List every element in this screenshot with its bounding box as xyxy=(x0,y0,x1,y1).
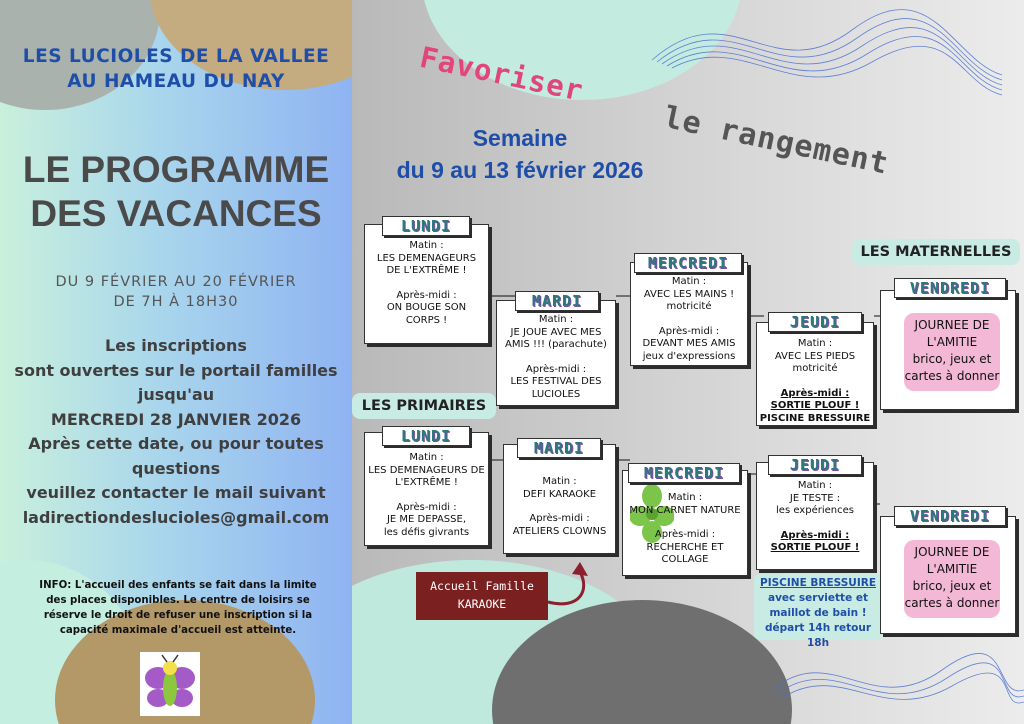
centre-name-line2: AU HAMEAU DU NAY xyxy=(67,71,285,92)
mat-vendredi-p2: L'AMITIE xyxy=(926,335,978,349)
mat-mardi-m2: AMIS !!! (parachute) xyxy=(505,339,607,350)
label-maternelles: LES MATERNELLES xyxy=(852,239,1020,265)
pri-lundi-a1: JE ME DEPASSE, xyxy=(386,514,466,525)
piscine-l2: avec serviette et xyxy=(767,592,868,604)
pri-jeudi-m1: JE TESTE : xyxy=(789,492,841,504)
mat-jeudi-a2: PISCINE BRESSUIRE xyxy=(759,412,871,424)
pri-mardi-a1: ATELIERS CLOWNS xyxy=(512,525,607,537)
mat-mercredi-a2: jeux d'expressions xyxy=(642,350,736,362)
theme-word1: Favoriser xyxy=(416,40,587,108)
pri-vendredi-p2: L'AMITIE xyxy=(926,562,978,576)
insc-line7: veuillez contacter le mail suivant xyxy=(26,483,326,502)
pri-mercredi-a-label: Après-midi : xyxy=(654,529,716,540)
mat-mardi-m1: JE JOUE AVEC MES xyxy=(510,326,602,338)
mat-mardi-a1: LES FESTIVAL DES xyxy=(510,376,602,387)
pri-mercredi-tag: MERCREDI xyxy=(628,463,740,483)
mat-vendredi-tag: VENDREDI xyxy=(894,278,1006,298)
mat-jeudi-a-label: Après-midi : xyxy=(780,387,850,399)
pri-mercredi-a1: RECHERCHE ET xyxy=(646,541,724,553)
accueil-l2: KARAOKE xyxy=(457,597,507,611)
accueil-famille-badge xyxy=(416,572,548,620)
pri-jeudi-text xyxy=(756,480,874,555)
mat-mardi-text xyxy=(496,314,616,401)
piscine-l4: départ 14h retour 18h xyxy=(764,622,872,649)
mat-mercredi-m1: AVEC LES MAINS ! xyxy=(643,288,735,300)
mat-jeudi-m1: AVEC LES PIEDS xyxy=(774,350,856,362)
mat-vendredi-p3: brico, jeux et xyxy=(912,352,992,366)
pri-jeudi-m-label: Matin : xyxy=(797,480,833,491)
pri-lundi-tag: LUNDI xyxy=(382,426,470,446)
centre-name-line1: LES LUCIOLES DE LA VALLEE xyxy=(22,46,330,67)
pri-jeudi-a-label: Après-midi : xyxy=(780,529,850,541)
mat-jeudi-m2: motricité xyxy=(792,363,838,374)
pri-mercredi-a2: COLLAGE xyxy=(661,554,709,565)
pri-jeudi-tag: JEUDI xyxy=(768,455,862,475)
piscine-note xyxy=(754,574,882,649)
insc-line3: jusqu'au xyxy=(137,385,215,404)
pri-lundi-text xyxy=(364,452,489,539)
pri-mardi-tag: MARDI xyxy=(517,438,601,458)
pri-vendredi-p1: JOURNEE DE xyxy=(914,545,990,559)
pri-lundi-m1: LES DEMENAGEURS DE xyxy=(368,464,485,476)
pri-mardi-m-label: Matin : xyxy=(542,476,577,487)
insc-line1: Les inscriptions xyxy=(105,336,247,355)
week-line1: Semaine xyxy=(472,125,568,151)
mat-mercredi-a-label: Après-midi : xyxy=(658,325,720,337)
pri-lundi-m2: L'EXTRÊME ! xyxy=(395,477,458,488)
pri-jeudi-m2: les expériences xyxy=(776,505,854,516)
mat-vendredi-pill xyxy=(904,313,1000,391)
accueil-l1: Accueil Famille xyxy=(430,579,534,593)
mat-lundi-text xyxy=(364,240,489,327)
mat-mardi-a-label: Après-midi : xyxy=(525,363,587,375)
mat-mercredi-m2: motricité xyxy=(666,301,712,312)
pri-mardi-text xyxy=(503,476,616,538)
pri-mardi-a-label: Après-midi : xyxy=(529,513,590,524)
pri-lundi-m-label: Matin : xyxy=(409,452,444,463)
mat-mercredi-tag: MERCREDI xyxy=(634,253,742,273)
pri-mercredi-m-label: Matin : xyxy=(667,492,703,503)
title-line2: DES VACANCES xyxy=(30,193,322,234)
mat-vendredi-p1: JOURNEE DE xyxy=(914,318,990,332)
mat-lundi-m1: LES DEMENAGEURS xyxy=(376,252,477,264)
mat-lundi-a1: ON BOUGE SON xyxy=(386,302,467,313)
pri-vendredi-tag: VENDREDI xyxy=(894,506,1006,526)
pri-mercredi-text xyxy=(622,492,748,567)
mat-mardi-a2: LUCIOLES xyxy=(531,388,581,400)
insc-line5: Après cette date, ou pour toutes xyxy=(28,434,324,453)
piscine-l1: PISCINE BRESSUIRE xyxy=(760,577,876,589)
piscine-l3: maillot de bain ! xyxy=(769,607,867,619)
mat-vendredi-p4: cartes à donner xyxy=(904,369,1000,383)
insc-line2: sont ouvertes sur le portail familles xyxy=(14,360,338,380)
dates-line1: DU 9 FÉVRIER AU 20 FÉVRIER xyxy=(55,274,297,290)
mat-lundi-m-label: Matin : xyxy=(409,240,444,251)
info-note: INFO: L'accueil des enfants se fait dans la limite des places disponibles. Le centre de loisirs se réserve le droit de refuser une inscription si la capacité maximale d'accueil est atteinte. xyxy=(39,580,317,636)
mat-lundi-tag: LUNDI xyxy=(382,216,470,236)
contact-email[interactable]: ladirectiondeslucioles@gmail.com xyxy=(22,507,330,527)
week-line2: du 9 au 13 février 2026 xyxy=(396,157,644,183)
mat-lundi-a-label: Après-midi : xyxy=(396,289,457,301)
mat-lundi-a2: CORPS ! xyxy=(405,314,448,326)
pri-mardi-m1: DEFI KARAOKE xyxy=(522,488,597,500)
pri-lundi-a-label: Après-midi : xyxy=(396,501,457,513)
pri-lundi-a2: les défis givrants xyxy=(383,526,470,538)
theme-word2: le rangement xyxy=(660,100,892,182)
insc-line6: questions xyxy=(131,458,221,478)
label-primaires: LES PRIMAIRES xyxy=(352,393,496,419)
insc-deadline: MERCREDI 28 JANVIER 2026 xyxy=(50,409,302,429)
mat-mardi-tag: MARDI xyxy=(515,291,599,311)
mat-mardi-m-label: Matin : xyxy=(538,314,574,325)
mat-jeudi-m-label: Matin : xyxy=(797,338,833,349)
mat-mercredi-text xyxy=(630,276,748,363)
pri-vendredi-p4: cartes à donner xyxy=(904,596,1000,610)
pri-mercredi-m1: MON CARNET NATURE xyxy=(629,504,741,516)
title-line1: LE PROGRAMME xyxy=(22,149,330,190)
pri-vendredi-pill xyxy=(904,540,1000,618)
dates-line2: DE 7H À 18H30 xyxy=(113,294,239,310)
mat-mercredi-m-label: Matin : xyxy=(671,276,707,287)
mat-jeudi-text xyxy=(756,338,874,425)
pri-jeudi-a1: SORTIE PLOUF ! xyxy=(770,542,860,553)
mat-jeudi-a1: SORTIE PLOUF ! xyxy=(770,400,860,411)
mat-jeudi-tag: JEUDI xyxy=(768,312,862,332)
pri-vendredi-p3: brico, jeux et xyxy=(912,579,992,593)
mat-lundi-m2: DE L'EXTRÊME ! xyxy=(386,265,467,276)
mat-mercredi-a1: DEVANT MES AMIS xyxy=(642,338,736,349)
